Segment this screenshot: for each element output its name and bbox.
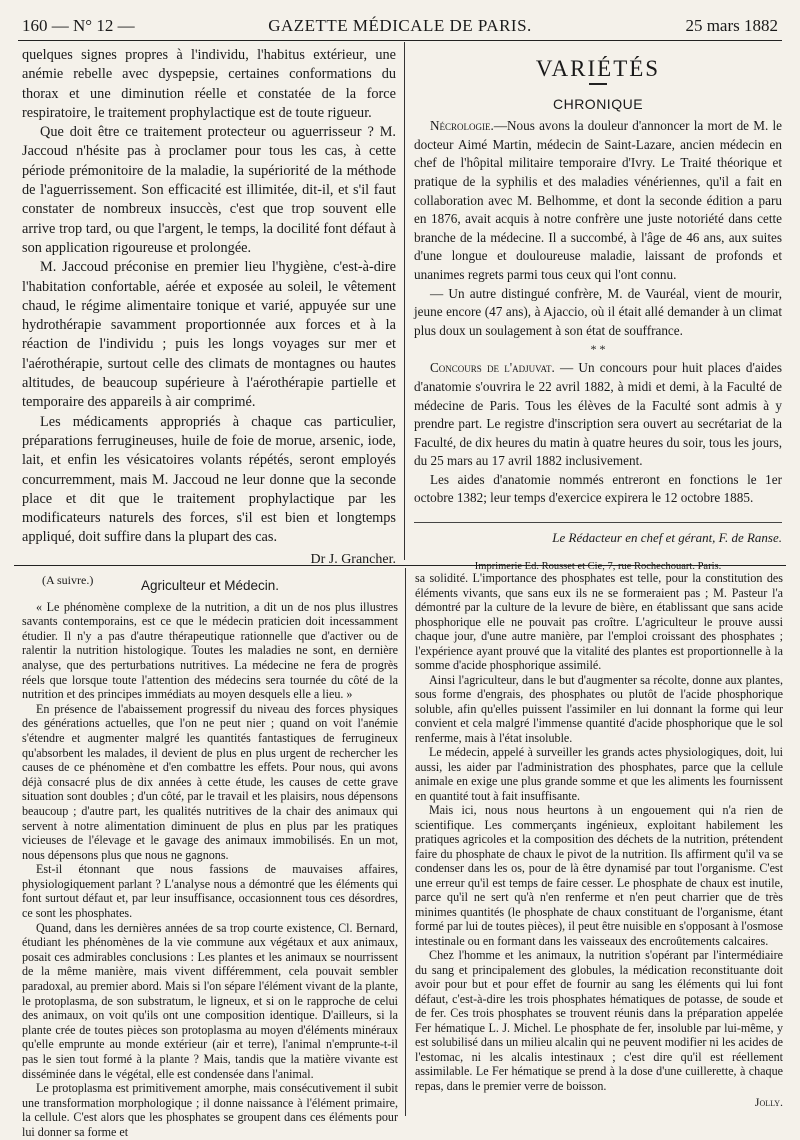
- article-title: Agriculteur et Médecin.: [140, 578, 280, 593]
- title-dash: [589, 83, 607, 85]
- varietes-column: [414, 56, 782, 576]
- asterism-separator: * *: [590, 342, 606, 357]
- to-be-continued: (A suivre.): [42, 573, 94, 588]
- paragraph: « Le phénomène complexe de la nutrition, a dit un de nos plus illustres savants contemporains, est ce que le médecin praticien doit incessamment étudier. Il n'y a pas d'autre thérapeutique rationnelle que d'activer ou de ralentir la nutrition histologique. Toutes les maladies ne sont, en dernière analyse, que des perturbations nutritives. La médecine ne fera de progrès réels que lorsque toute l'attention des médecins sera tournée du côté de la nutrition et des principes immédiats au moyen desquels elle a lieu. »: [22, 599, 398, 702]
- editor-credit: Le Rédacteur en chef et gérant, F. de Ranse.: [552, 530, 782, 546]
- paragraph: — Un autre distingué confrère, M. de Vauréal, vient de mourir, jeune encore (47 ans), à Ajaccio, où il était allé demander à un climat plus doux un soulagement à son état de souffrance.: [414, 285, 782, 338]
- printer-line: Imprimerie Ed. Rousset et Cie, 7, rue Rochechouart. Paris.: [474, 560, 722, 572]
- column-divider-bottom: [405, 568, 406, 1116]
- necrology-label: Nécrologie.: [430, 118, 494, 134]
- paragraph: Quand, dans les dernières années de sa trop courte existence, Cl. Bernard, étudiant les phénomènes de la vie commune aux végétaux et aux animaux, posait ces admirables conclusions : Les plantes et les animaux se nourrissent de la même manière, mais vivent différemment, cela pouvait sembler paradoxal, au premier abord. Mais si l'on sépare l'élément vivant de la plante, le protoplasma, de son substratum, le ligneux, et si on le rapproche de celui des animaux, on voit qu'ils ont une composition identique. D'ailleurs, si la plante crée de toutes pièces son protoplasma au moyen d'éléments minéraux qu'elle emprunte au monde extérieur (air et terre), l'animal n'emprunte-t-il pas le sien tout formé à la plante ? Mais, tandis que la matière vivante est disséminée dans le végétal, elle est condensée dans l'animal.: [22, 920, 398, 1081]
- issue-date: 25 mars 1882: [685, 16, 778, 35]
- paragraph: Que doit être ce traitement protecteur ou aguerrisseur ? M. Jaccoud n'hésite pas à proclamer pour tous les cas, à cette période prémonitoire de la maladie, la supériorité de la méthode de l'aguerrissement. Son efficacité est illimitée, dit-il, et s'il faut constater de nombreux insuccès, c'est que trop souvent elle arrive trop tard, ou que l'argent, le temps, la docilité font défaut à son application rigoureuse et prolongée.: [22, 124, 396, 256]
- paragraph: Les médicaments appropriés à chaque cas particulier, préparations ferrugineuses, huile de foie de morue, arsenic, iode, lait, et enfin les vésicatoires volants répétés, seront employés concurremment, mais M. Jaccoud ne leur donne que la seconde place et dit que le traitement prophylactique par les modificateurs naturels des forces, s'il est bien et longtemps appliqué, doit suffire dans la plupart des cas.: [22, 413, 396, 546]
- paragraph: quelques signes propres à l'individu, l'habitus extérieur, une anémie rebelle avec dyspepsie, certaines conformations du thorax et une diminution réelle et constatée de la force respiratoire, le traitement prophylactique est de toute rigueur.: [22, 47, 396, 121]
- paragraph: Le protoplasma est primitivement amorphe, mais consécutivement il subit une transformation morphologique ; il donne naissance à l'élément primaire, la cellule. C'est alors que les phosphates se groupent dans ces éléments pour lui donner sa forme et: [22, 1081, 398, 1139]
- editor-line: [414, 522, 782, 548]
- section-title: VARIÉTÉS: [535, 56, 661, 81]
- paragraph: Est-il étonnant que nous fassions de mauvaises affaires, physiologiquement parlant ? L'analyse nous a démontré que les éléments qui font surtout défaut et, par leur insuffisance, occasionnent tous ces désordres, ce sont les phosphates.: [22, 862, 398, 921]
- article-jaccoud-column: [22, 46, 396, 590]
- column-divider-top: [404, 42, 405, 560]
- necrology-paragraph: [414, 117, 782, 284]
- concours-text: — Un concours pour huit places d'aides d'anatomie s'ouvrira le 22 avril 1882, à midi et demi, à la Faculté de médecine de Paris. Tous les élèves de la Faculté sont admis à y prendre part. Le registre d'inscription sera ouvert au secrétariat de la Faculté, de dix heures du matin à quatre heures du soir, tous les jours, du 25 mars au 17 avril 1882 inclusivement.: [414, 360, 782, 469]
- concours-label: Concours de l'adjuvat.: [430, 360, 555, 376]
- article-continuation-column: [415, 571, 783, 1110]
- journal-title: GAZETTE MÉDICALE DE PARIS.: [268, 16, 532, 35]
- author-signature: Dr J. Grancher.: [310, 551, 396, 567]
- paragraph: Ainsi l'agriculteur, dans le but d'augmenter sa récolte, donne aux plantes, sous forme d'engrais, des phosphates ou plutôt de l'acide phosphorique soluble, afin qu'elles puissent l'assimiler en lui donnant la forme qui leur convient et cela malgré l'immense quantité d'acide phosphorique que le sol renferme, mais à l'état insoluble.: [415, 672, 783, 745]
- necrology-text: —Nous avons la douleur d'annoncer la mort de M. le docteur Aimé Martin, médecin de Saint-Lazare, ancien médecin en chef de l'hôpital militaire temporaire d'Ivry. Le Traité théorique et pratique de la syphilis et des maladies vénériennes, qu'il a fait en collaboration avec M. Belhomme, et dont la seconde édition a paru en 1876, avait acquis à notre confrère une juste notoriété dans cette branche de la médecine. Il a succombé, à l'âge de 46 ans, aux suites d'une longue et douloureuse maladie, laissant de profonds et unanimes regrets parmi tous ceux qui l'ont connu.: [414, 118, 782, 282]
- article-agriculteur-column: [22, 575, 398, 1140]
- subsection-title: CHRONIQUE: [552, 95, 644, 112]
- author-signature: Jolly.: [754, 1095, 783, 1109]
- paragraph: Mais ici, nous nous heurtons à un engouement qui n'a rien de scientifique. Les commerçants ingénieux, exploitant habilement les pratiques agricoles et la composition des déchets de la nutrition, prétendent faire du phosphate de chaux le pivot de la nutrition. Ils affirment qu'il va se condenser dans les os, pour de là être dynamisé par tout l'organisme. C'est une erreur qu'il est temps de faire cesser. Le phosphate de chaux est inutile, parce qu'il ne sert qu'à n'en renferme et n'en peut charrier que de très minimes quantités (le phosphate de chaux constituant de l'organisme, étant formé par lui de toutes pièces), il peut être nuisible en s'opposant à l'osmose intestinale ou en formant dans les vaisseaux des encroûtements calcaires.: [415, 803, 783, 948]
- paragraph: En présence de l'abaissement progressif du niveau des forces physiques des générations actuelles, que l'on ne peut nier ; quand on voit l'anémie s'étendre et augmenter malgré les quantités fantastiques de ferrugineux qu'absorbent les malades, il devient de plus en plus urgent de rechercher les causes de ce phénomène et d'en combattre les effets. Pour nous, qui avons déjà consacré plus de dix années à cette étude, les causes de cette grave situation sont doubles ; d'un côté, par le travail et les plaisirs, nous dépensons beaucoup ; d'autre part, les qualités nutritives de la chair des animaux qui servent à notre alimentation diminuent de plus en plus par les pratiques vicieuses de l'élevage et le gavage des animaux immobilisés. En un mot, nous dépensons plus que nous ne gagnons.: [22, 701, 398, 862]
- paragraph: Les aides d'anatomie nommés entreront en fonctions le 1er octobre 1382; leur temps d'exercice expirera le 12 octobre 1885.: [414, 471, 782, 506]
- page-header: [22, 16, 778, 40]
- paragraph: sa solidité. L'importance des phosphates est telle, pour la constitution des éléments vivants, que sans eux ils ne se formeraient pas ; M. Pasteur l'a démontré par la culture de la levure de bière, en établissant que sans acide phosphorique elle ne pouvait pas croître. L'agriculteur le prouve aussi chaque jour, d'une autre manière, par l'emploi croissant des phosphates ; l'expérience ayant prouvé que la vitalité des plantes est proportionnelle à la somme d'acide phosphorique assimilé.: [415, 571, 783, 672]
- header-rule: [18, 40, 782, 41]
- concours-paragraph: [414, 359, 782, 471]
- paragraph: Chez l'homme et les animaux, la nutrition s'opérant par l'intermédiaire du sang et principalement des globules, la médication reconstituante doit avoir pour but et pour effet de fournir au sang les éléments qui lui font défaut, c'est-à-dire les trois phosphates hématiques de potasse, de soude et de fer. Ces trois phosphates se trouvent réunis dans la préparation appelée Fer hématique L. J. Michel. Le phosphate de fer, insoluble par lui-même, y est solubilisé dans un milieu alcalin qui ne peuvent modifier ni les acides de l'estomac, ni les alcalis intestinaux ; c'est dire qu'il est réellement assimilable. Le Fer hématique se prend à la dose d'une cuillerette, à chaque repas, dans le premier verre de boisson.: [415, 948, 783, 1093]
- paragraph: M. Jaccoud préconise en premier lieu l'hygiène, c'est-à-dire l'habitation confortable, aérée et exposée au soleil, le vêtement chaud, le régime alimentaire tonique et varié, appuyée sur une hydrothérapie savamment proportionnée aux forces et à la réaction de l'individu ; puis les longs voyages sur mer et l'aérothérapie, surtout celle des climats de montagnes ou hautes altitudes, de beaucoup supérieure à l'aérothérapie partielle et temporaire des appareils à air comprimé.: [22, 259, 396, 411]
- paragraph: Le médecin, appelé à surveiller les grands actes physiologiques, doit, lui aussi, les aider par l'administration des phosphates, parce que la cellule animale en exige une plus grande somme et que les aliments les fournissent en quantité tout à fait insuffisante.: [415, 745, 783, 803]
- page-number: 160 — N° 12 —: [22, 16, 135, 35]
